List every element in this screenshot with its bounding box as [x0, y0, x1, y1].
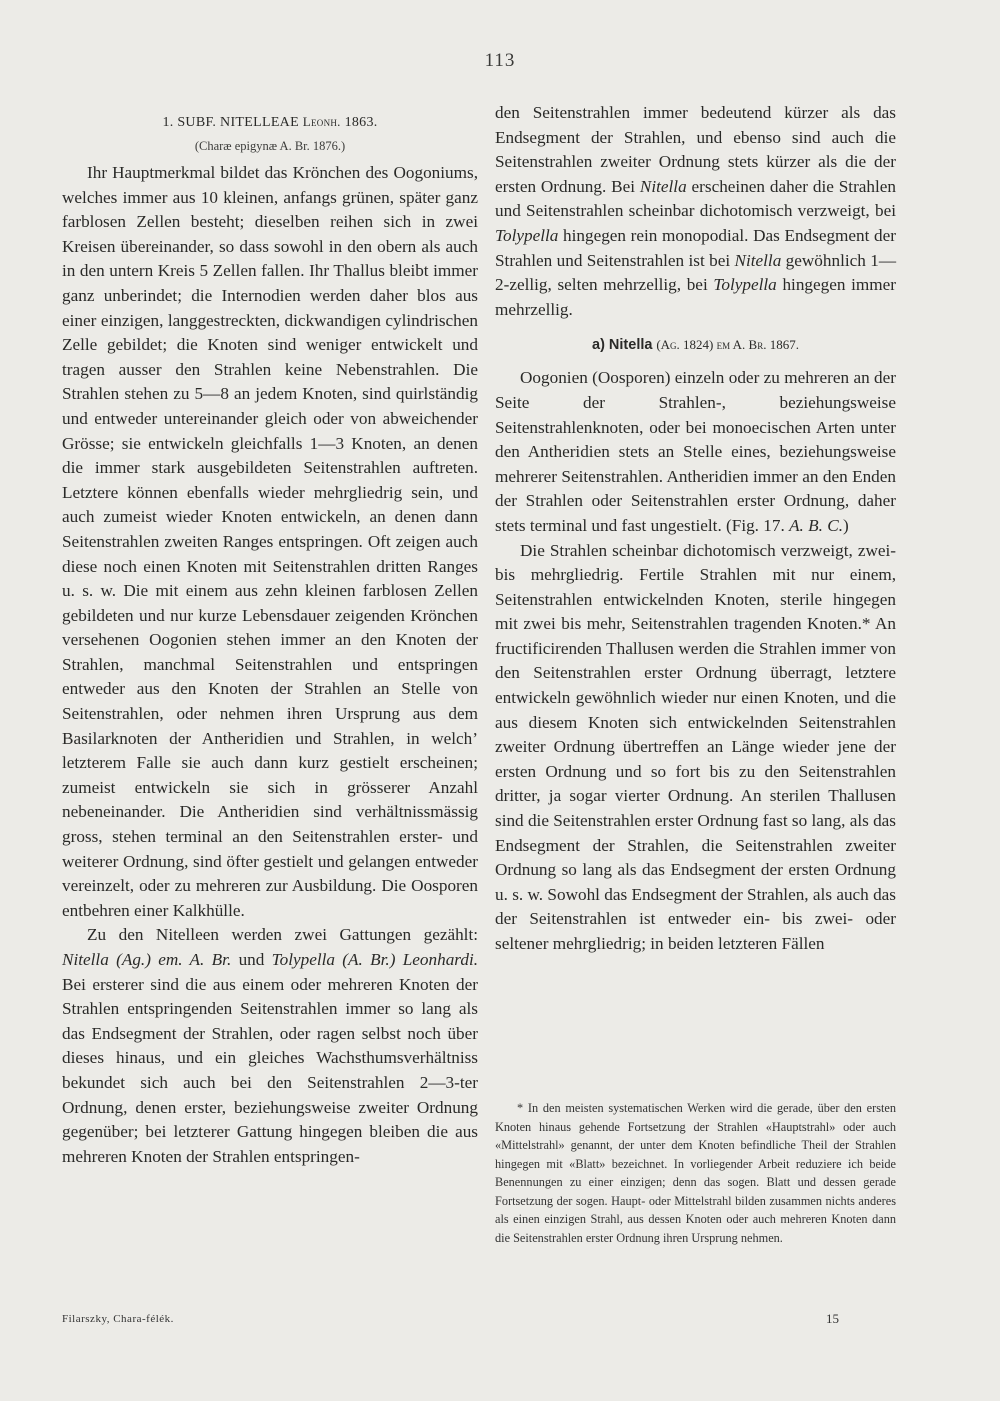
right-p1-d: gewöhnlich 1—2-zellig, selten mehrzellig, bei	[495, 250, 897, 295]
right-p1-a: den Seitenstrahlen immer bedeutend kürzer als das Endsegment der Strahlen, und ebenso sind auch die Seitenstrahlen zweiter Ordnung stets kürzer als die der ersten Ordnung. Bei	[495, 103, 896, 196]
right-p2-b: )	[843, 515, 849, 535]
left-p2-und: und	[238, 950, 265, 969]
right-p1-nitella-2: Nitella	[734, 250, 782, 270]
right-p1-tolypella: Tolypella	[495, 225, 559, 245]
right-p1-b: erscheinen daher die Strahlen und Seitenstrahlen scheinbar dichotomisch verzweigt, bei	[495, 176, 897, 221]
section-heading-year: 1863.	[344, 115, 378, 130]
footer-signature-number: 15	[826, 1311, 839, 1326]
genus-nitella-name: Nitella (Ag.) em. A. Br.	[62, 950, 232, 969]
right-paragraph-3: Die Strahlen scheinbar dichotomisch verzweigt, zwei- bis mehrgliedrig. Fertile Strahlen mit nur einem, Seitenstrahlen entwickelnden Knoten, sterile hingegen mit zwei bis mehr, Seitenstrahlen tragenden Knoten.* An fructificirenden Thallusen werden die Strahlen immer von den Seitenstrahlen erster Ordnung überragt, letztere entwickeln gewöhnlich wieder nur einen Knoten, und die aus diesem Knoten sich entwickelnden Seitenstrahlen zweiter Ordnung übertreffen an Länge wieder jene der ersten Ordnung und so fort bis zu den Seitenstrahlen dritter, ja sogar vierter Ordnung. An sterilen Thallusen sind die Seitenstrahlen erster Ordnung fast so lang, als das Endsegment der Strahlen, die Seitenstrahlen zweiter Ordnung so lang als das Endsegment der ersten Ordnung u. s. w. Sowohl das Endsegment der Strahlen, als auch das der Seitenstrahlen ist entweder ein- bis zwei- oder seltener mehrgliedrig; in beiden letzteren Fällen	[495, 540, 896, 953]
right-p2-a: Oogonien (Oosporen) einzeln oder zu mehreren an der Seite der Strahlen-, beziehungsweise Seitenstrahlenknoten, oder bei monoecischen Arten unter den Antheridien stets an Stelle eines, beziehungsweise mehrerer Seitenstrahlen. Antheridien immer an den Enden der Strahlen oder Seitenstrahlen erster Ordnung, daher stets terminal und fast ungestielt. (Fig. 17.	[495, 368, 896, 535]
right-column	[495, 101, 896, 957]
section-heading-title: 1. SUBF. NITELLEAE	[162, 115, 299, 130]
right-p1-tolypella-2: Tolypella	[713, 275, 777, 295]
left-p2-rest: Bei ersterer sind die aus einem oder mehreren Knoten der Strahlen entspringenden Seitenstrahlen immer so lang als das Endsegment der Strahlen, oder ragen selbst noch über dieses hinaus, und ein gleiches Wachsthumsverhältniss bekundet sich auch bei den Seitenstrahlen 2—3-ter Ordnung, denen erster, beziehungsweise zweiter Ordnung gegenüber; bei letzterer Gattung hingegen bleiben die aus mehreren Knoten der Strahlen entspringen-	[62, 974, 478, 1166]
left-column	[62, 100, 478, 1169]
section-heading	[62, 112, 478, 133]
section-heading-author: Leonh.	[302, 114, 341, 129]
footer-running-title: Filarszky, Chara-félék.	[62, 1313, 174, 1325]
genus-tolypella-name: Tolypella (A. Br.) Leonhardi.	[271, 950, 479, 969]
genus-heading	[495, 334, 896, 356]
right-paragraph-1	[495, 101, 896, 322]
left-p2-start: Zu den Nitelleen werden zwei Gattungen gezählt:	[87, 925, 478, 945]
right-p1-nitella: Nitella	[639, 176, 687, 196]
footnote: * In den meisten systematischen Werken wird die gerade, über den ersten Knoten hinaus gehende Fortsetzung der Strahlen «Hauptstrahl» oder auch «Mittelstrahl» genannt, der unter dem Knoten befindliche Theil der Strahlen hingegen mit «Blatt» bezeichnet. In vorliegender Arbeit reduziere ich beide Benennungen zu einer einzigen; denn das sogen. Blatt und dessen gerade Fortsetzung der sogen. Haupt- oder Mittelstrahl bilden zusammen nichts anderes als einen einzigen Strahl, aus dessen Knoten oder auch mehreren Knoten dann die Seitenstrahlen erster Ordnung ihren Ursprung nehmen.	[495, 1101, 896, 1245]
section-subheading: (Charæ epigynæ A. Br. 1876.)	[194, 139, 346, 153]
left-paragraph-2	[62, 923, 478, 1169]
genus-heading-label: a) Nitella	[592, 337, 653, 354]
left-paragraph-1: Ihr Hauptmerkmal bildet das Krönchen des Oogoniums, welches immer aus 10 kleinen, anfangs grünen, später ganz farblosen Zellen besteht; dieselben reihen sich in zwei Kreisen übereinander, so dass sowohl in den obern als auch in den untern Kreis 5 Zellen fallen. Ihr Thallus bleibt immer ganz unberindet; die Internodien werden daher blos aus einer einzigen, langgestreckten, dickwandigen cylindrischen Zelle gebildet; die Knoten sind weniger entwickelt und tragen ausser den Strahlen keine Nebenstrahlen. Die Strahlen stehen zu 5—8 an jedem Knoten, sind quirlständig und entweder untereinander gleich oder von abweichender Grösse; sie entwickeln gleichfalls 1—3 Knoten, an denen die immer stark ausgebildeten Seitenstrahlen auftreten. Letztere können ebenfalls wieder mehrgliedrig sein, und auch zumeist wieder Knoten entwickeln, an denen dann Seitenstrahlen zweiten Ranges entspringen. Oft zeigen auch diese noch einen Knoten mit Seitenstrahlen dritten Ranges u. s. w. Die mit einem aus zehn kleinen farblosen Zellen gebildeten und nur kurze Lebensdauer zeigenden Krönchen versehenen Oogonien stehen immer an den Knoten der Strahlen, manchmal Seitenstrahlen und entspringen entweder aus den Knoten der Strahlen an Stelle von Seitenstrahlen, oder nehmen ihren Ursprung aus dem Basilarknoten der Antheridien und Strahlen, in welch’ letzterem Falle sie auch dann kurz gestielt erscheinen; zumeist entwickeln sie sich in grösserer Anzahl nebeneinander. Die Antheridien sind verhältnissmässig gross, stehen terminal an den Seitenstrahlen erster- und weiterer Ordnung, sind öfter gestielt und gelangen entweder vereinzelt, oder zu mehreren zur Ausbildung. Die Oosporen entbehren einer Kalkhülle.	[62, 163, 478, 920]
figure-reference: A. B. C.	[789, 515, 844, 535]
right-paragraph-2	[495, 366, 896, 538]
right-p1-c: hingegen rein monopodial. Das Endsegment der Strahlen und Seitenstrahlen ist bei	[495, 225, 897, 270]
genus-heading-author: (Ag. 1824) em A. Br. 1867.	[656, 337, 799, 353]
right-p1-e: hingegen immer mehrzellig.	[495, 275, 897, 319]
page-number: 113	[484, 50, 516, 71]
